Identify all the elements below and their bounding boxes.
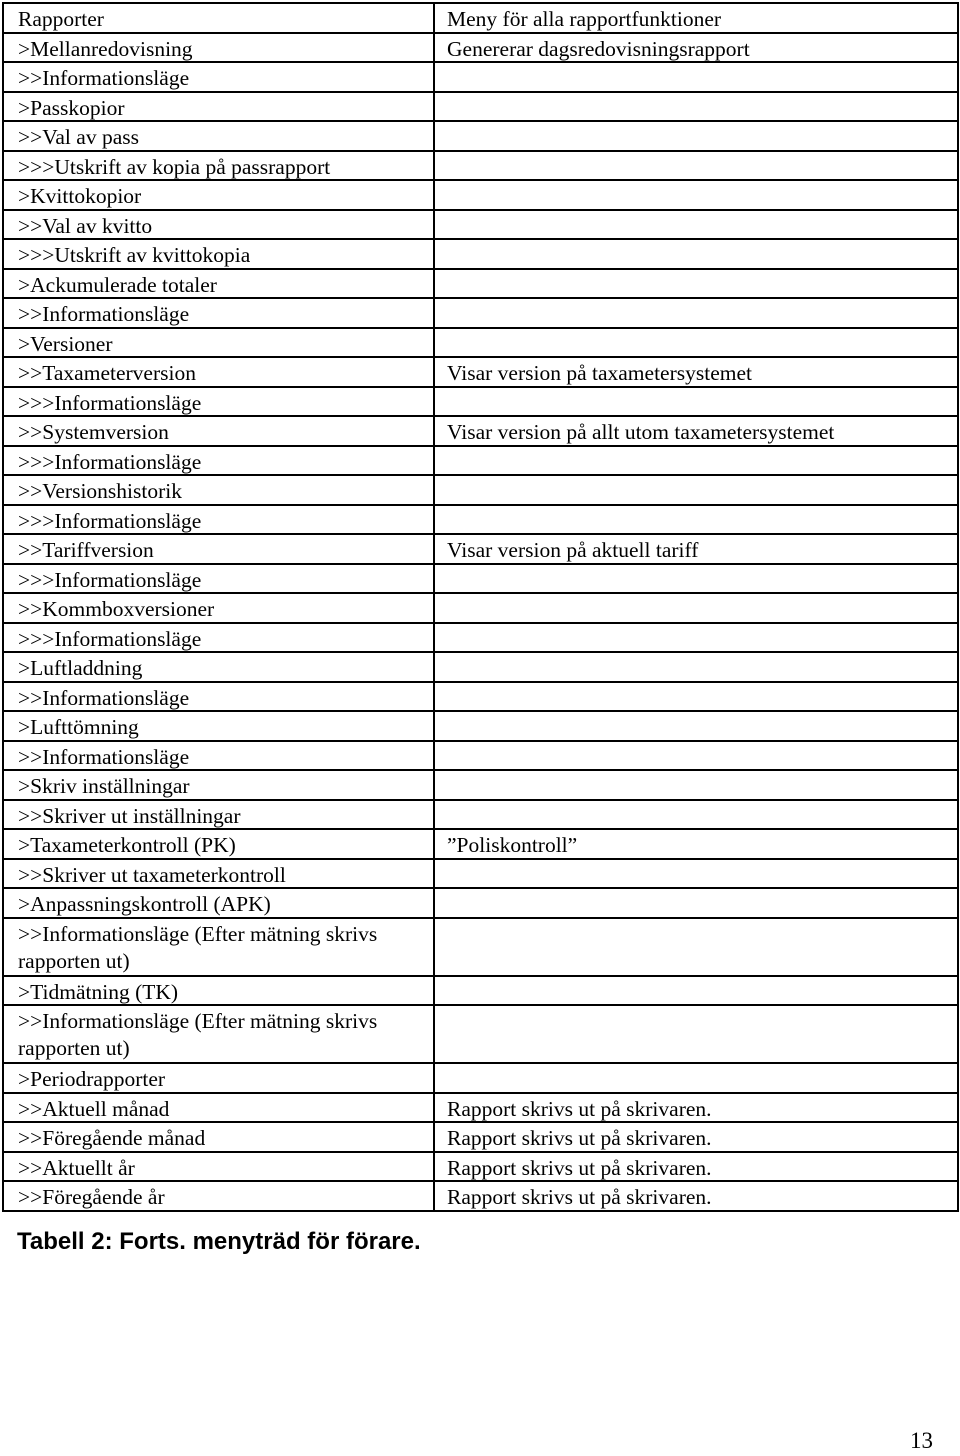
description-cell — [434, 1063, 958, 1093]
menu-item-cell: >>Versionshistorik — [3, 475, 434, 505]
table-row — [3, 92, 958, 122]
menu-item-cell: >>>Informationsläge — [3, 623, 434, 653]
description-cell: Rapport skrivs ut på skrivaren. — [434, 1093, 958, 1123]
menu-item-cell: >Ackumulerade totaler — [3, 269, 434, 299]
description-cell — [434, 800, 958, 830]
table-row — [3, 446, 958, 476]
description-cell: ”Poliskontroll” — [434, 829, 958, 859]
description-cell — [434, 976, 958, 1006]
description-cell: Genererar dagsredovisningsrapport — [434, 33, 958, 63]
table-row — [3, 387, 958, 417]
description-cell: Visar version på aktuell tariff — [434, 534, 958, 564]
table-row — [3, 1122, 958, 1152]
description-cell — [434, 682, 958, 712]
description-cell — [434, 239, 958, 269]
table-row — [3, 298, 958, 328]
description-cell: Rapport skrivs ut på skrivaren. — [434, 1181, 958, 1211]
menu-item-cell: >Tidmätning (TK) — [3, 976, 434, 1006]
table-row — [3, 210, 958, 240]
table-row — [3, 829, 958, 859]
menu-item-cell: >Skriv inställningar — [3, 770, 434, 800]
menu-item-cell: >>>Informationsläge — [3, 505, 434, 535]
menu-item-cell: >Taxameterkontroll (PK) — [3, 829, 434, 859]
table-row — [3, 859, 958, 889]
description-cell — [434, 298, 958, 328]
menu-item-cell: >>Aktuell månad — [3, 1093, 434, 1123]
description-cell — [434, 121, 958, 151]
description-cell — [434, 918, 958, 976]
description-cell — [434, 859, 958, 889]
table-row — [3, 682, 958, 712]
table-row — [3, 800, 958, 830]
description-cell — [434, 505, 958, 535]
table-row — [3, 357, 958, 387]
table-row — [3, 770, 958, 800]
description-cell — [434, 446, 958, 476]
description-cell: Rapport skrivs ut på skrivaren. — [434, 1122, 958, 1152]
table-row — [3, 505, 958, 535]
table-row — [3, 976, 958, 1006]
table-row — [3, 711, 958, 741]
description-cell — [434, 652, 958, 682]
description-cell: Meny för alla rapportfunktioner — [434, 3, 958, 33]
description-cell: Visar version på allt utom taxametersystemet — [434, 416, 958, 446]
description-cell — [434, 888, 958, 918]
description-cell — [434, 564, 958, 594]
page-number: 13 — [910, 1428, 933, 1453]
menu-item-cell: >>Kommboxversioner — [3, 593, 434, 623]
menu-tree-body — [3, 3, 958, 1211]
menu-item-cell: >Passkopior — [3, 92, 434, 122]
table-row — [3, 564, 958, 594]
description-cell — [434, 623, 958, 653]
description-cell — [434, 1005, 958, 1063]
table-row — [3, 1005, 958, 1063]
menu-item-cell: >>Informationsläge (Efter mätning skrivs rapporten ut) — [3, 1005, 434, 1063]
table-row — [3, 593, 958, 623]
table-row — [3, 623, 958, 653]
menu-item-cell: >>Aktuellt år — [3, 1152, 434, 1182]
table-row — [3, 121, 958, 151]
table-row — [3, 741, 958, 771]
menu-item-cell: >>Tariffversion — [3, 534, 434, 564]
description-cell — [434, 770, 958, 800]
menu-item-cell: >Anpassningskontroll (APK) — [3, 888, 434, 918]
menu-item-cell: >>>Informationsläge — [3, 387, 434, 417]
description-cell — [434, 711, 958, 741]
table-row — [3, 918, 958, 976]
table-row — [3, 180, 958, 210]
description-cell — [434, 328, 958, 358]
description-cell — [434, 475, 958, 505]
menu-item-cell: >>Informationsläge — [3, 62, 434, 92]
menu-item-cell: >>Val av kvitto — [3, 210, 434, 240]
menu-item-cell: >Luftladdning — [3, 652, 434, 682]
table-row — [3, 416, 958, 446]
table-row — [3, 475, 958, 505]
table-row — [3, 1063, 958, 1093]
description-cell — [434, 151, 958, 181]
menu-item-cell: >>Systemversion — [3, 416, 434, 446]
menu-item-cell: >>Informationsläge — [3, 298, 434, 328]
table-row — [3, 1152, 958, 1182]
table-row — [3, 652, 958, 682]
description-cell — [434, 269, 958, 299]
menu-item-cell: Rapporter — [3, 3, 434, 33]
menu-item-cell: >Kvittokopior — [3, 180, 434, 210]
description-cell — [434, 180, 958, 210]
table-row — [3, 534, 958, 564]
description-cell: Visar version på taxametersystemet — [434, 357, 958, 387]
menu-item-cell: >>Val av pass — [3, 121, 434, 151]
menu-item-cell: >>Informationsläge (Efter mätning skrivs rapporten ut) — [3, 918, 434, 976]
menu-item-cell: >>>Informationsläge — [3, 564, 434, 594]
table-row — [3, 1093, 958, 1123]
description-cell — [434, 387, 958, 417]
menu-item-cell: >>Föregående år — [3, 1181, 434, 1211]
menu-item-cell: >Mellanredovisning — [3, 33, 434, 63]
description-cell — [434, 210, 958, 240]
description-cell — [434, 62, 958, 92]
table-row — [3, 151, 958, 181]
menu-item-cell: >>Informationsläge — [3, 682, 434, 712]
table-row — [3, 3, 958, 33]
menu-item-cell: >Versioner — [3, 328, 434, 358]
description-cell — [434, 593, 958, 623]
menu-item-cell: >>Skriver ut taxameterkontroll — [3, 859, 434, 889]
table-row — [3, 1181, 958, 1211]
menu-item-cell: >>>Utskrift av kopia på passrapport — [3, 151, 434, 181]
table-row — [3, 33, 958, 63]
table-row — [3, 239, 958, 269]
table-row — [3, 269, 958, 299]
menu-item-cell: >Periodrapporter — [3, 1063, 434, 1093]
menu-item-cell: >>Informationsläge — [3, 741, 434, 771]
menu-item-cell: >>Taxameterversion — [3, 357, 434, 387]
table-row — [3, 888, 958, 918]
table-caption: Tabell 2: Forts. menyträd för förare. — [17, 1228, 421, 1255]
table-row — [3, 62, 958, 92]
table-row — [3, 328, 958, 358]
menu-item-cell: >>Föregående månad — [3, 1122, 434, 1152]
menu-item-cell: >>Skriver ut inställningar — [3, 800, 434, 830]
menu-item-cell: >Lufttömning — [3, 711, 434, 741]
description-cell — [434, 92, 958, 122]
description-cell — [434, 741, 958, 771]
description-cell: Rapport skrivs ut på skrivaren. — [434, 1152, 958, 1182]
menu-item-cell: >>>Utskrift av kvittokopia — [3, 239, 434, 269]
menu-tree-table — [2, 2, 959, 1212]
menu-item-cell: >>>Informationsläge — [3, 446, 434, 476]
